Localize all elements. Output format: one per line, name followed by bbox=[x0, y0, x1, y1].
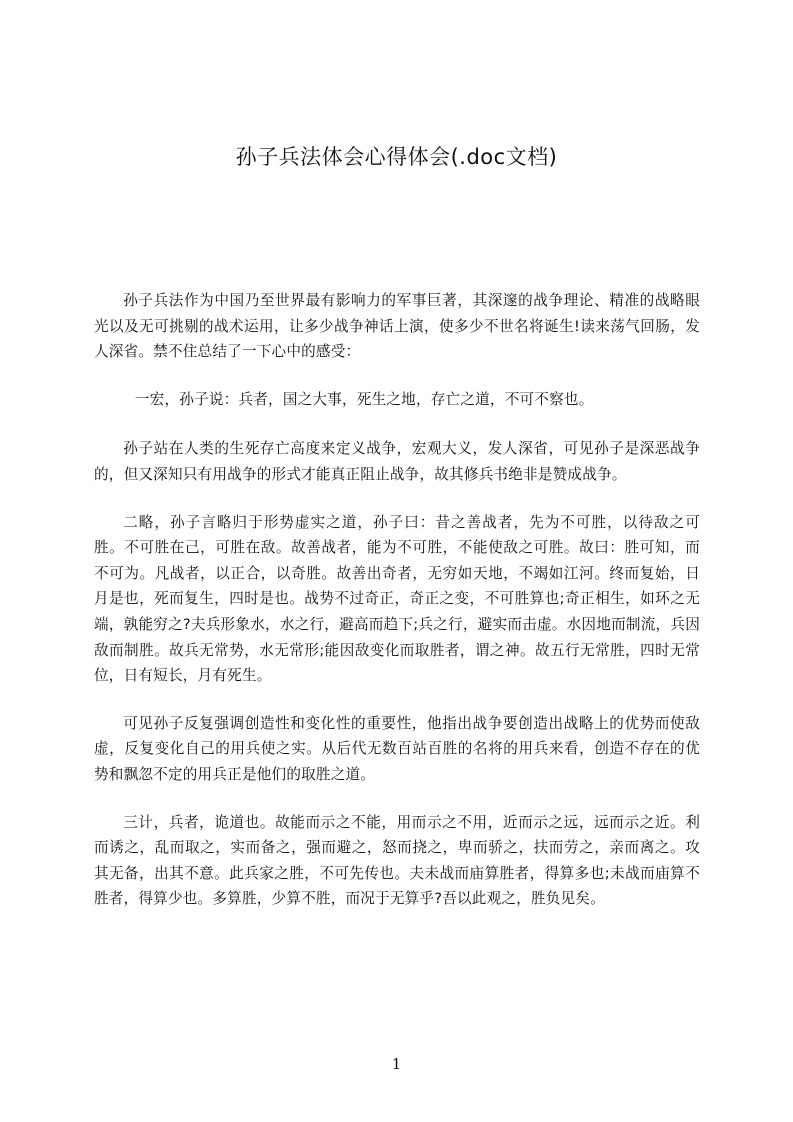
paragraph-commentary-two: 可见孙子反复强调创造性和变化性的重要性，他指出战争要创造出战略上的优势而使敌虚，反复变化自己的用兵使之实。从后代无数百站百胜的名将的用兵来看，创造不存在的优势和飘忽不定的用兵正是他们的取胜之道。 bbox=[94, 714, 700, 783]
paragraph-section-two: 二略，孙子言略归于形势虚实之道，孙子曰：昔之善战者，先为不可胜，以待敌之可胜。不可胜在己，可胜在敌。故善战者，能为不可胜，不能使敌之可胜。故曰：胜可知，而不可为。凡战者，以正合，以奇胜。故善出奇者，无穷如天地，不竭如江河。终而复始，日月是也，死而复生，四时是也。战势不过奇正，奇正之变，不可胜算也;奇正相生，如环之无端，孰能穷之?夫兵形象水，水之行，避高而趋下;兵之行，避实而击虚。水因地而制流，兵因敌而制胜。故兵无常势，水无常形;能因敌变化而取胜者，谓之神。故五行无常胜，四时无常位，日有短长，月有死生。 bbox=[94, 513, 700, 685]
document-title: 孙子兵法体会心得体会(.doc文档) bbox=[235, 145, 558, 169]
paragraph-section-three: 三计，兵者，诡道也。故能而示之不能，用而示之不用，近而示之远，远而示之近。利而诱之，乱而取之，实而备之，强而避之，怒而挠之，卑而骄之，扶而劳之，亲而离之。攻其无备，出其不意。此兵家之胜，不可先传也。夫未战而庙算胜者，得算多也;未战而庙算不胜者，得算少也。多算胜，少算不胜，而况于无算乎?吾以此观之，胜负见矣。 bbox=[94, 813, 700, 908]
paragraph-intro: 孙子兵法作为中国乃至世界最有影响力的军事巨著，其深邃的战争理论、精准的战略眼光以及无可挑剔的战术运用，让多少战争神话上演，使多少不世名将诞生!读来荡气回肠，发人深省。禁不住总结了一下心中的感受： bbox=[94, 292, 700, 361]
paragraph-commentary-one: 孙子站在人类的生死存亡高度来定义战争，宏观大义，发人深省，可见孙子是深恶战争的，但又深知只有用战争的形式才能真正阻止战争，故其修兵书绝非是赞成战争。 bbox=[94, 440, 700, 483]
page-number: 1 bbox=[391, 1055, 402, 1073]
document-body bbox=[94, 288, 700, 934]
paragraph-section-one: 一宏，孙子说：兵者，国之大事，死生之地，存亡之道，不可不察也。 bbox=[134, 390, 594, 408]
